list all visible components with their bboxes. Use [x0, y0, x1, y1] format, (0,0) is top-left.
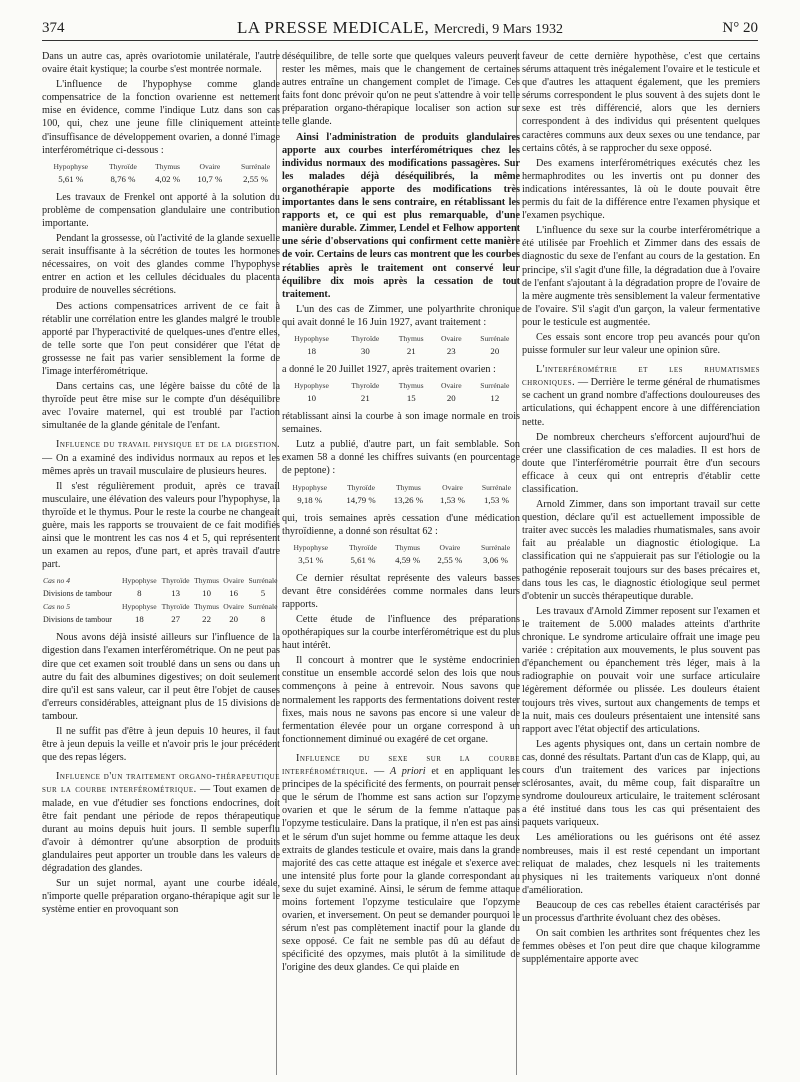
table-header: Ovaire	[223, 576, 244, 586]
table-cell: 8	[137, 588, 142, 599]
journal-title	[42, 18, 758, 38]
values-table	[282, 379, 520, 405]
table-header: Hypophyse	[53, 161, 89, 171]
values-table	[282, 481, 520, 507]
paragraph: De nombreux chercheurs s'efforcent aujourd'hui de créer une classification de ces maladies. Il est hors de doute que l'interférométrie pourrait être d'un secours efficace à ceux qui ont entrepris d'établir cette classification.	[522, 431, 760, 495]
table-cell: 4,02 %	[155, 173, 181, 184]
row-label: Divisions de tambour	[43, 615, 112, 625]
table-header: Ovaire	[199, 161, 221, 171]
table-cell: 30	[360, 345, 370, 356]
section-heading: Influence du travail physique et de la digestion.	[56, 439, 280, 451]
paragraph: Beaucoup de ces cas rebelles étaient caractérisés par un processus d'arthrite évoluant chez des obèses.	[522, 899, 760, 924]
table-header: Surrénale	[480, 333, 510, 343]
issue-number: N° 20	[722, 20, 758, 36]
table-header: Thymus	[395, 542, 421, 552]
column-2	[282, 50, 520, 1080]
table-header: Thymus	[398, 333, 424, 343]
tambour-table	[42, 574, 280, 626]
table-cell: 3,06 %	[483, 554, 508, 565]
section-heading: Influence d'un traitement organo-thérapeutique sur la courbe interférométrique.	[42, 771, 280, 796]
table-cell: 1,53 %	[440, 494, 465, 505]
row-label: Divisions de tambour	[43, 589, 112, 599]
paragraph: L'influence de l'hypophyse comme glande compensatrice de la fonction ovarienne est nettement mise en évidence, comme l'indique Lutz dans son cas 100, qui, chez une jeune fille cliniquement atteinte d'insuffisance de développement ovarien, a donné l'image interférométrique ci-dessous :	[42, 79, 280, 156]
paragraph: Ainsi l'administration de produits glandulaires apporte aux courbes interférométriques chez les individus normaux des modifications passagères. Sur les malades déjà déséquilibrés, la même organothérapie apporte des modifications très importantes dans le sens contraire, en rétablissant les rapports et, ce qui est plus remarquable, d'une manière durable. Zimmer, Lendel et Felhow apportent une série d'observations qui confirment cette manière de voir. Certains de leurs cas montrent que les courbes rétablies après le traitement ont conservé leur équilibre dix mois après la cessation de tout traitement.	[282, 131, 520, 300]
paragraph: Il concourt à montrer que le système endocrinien constitue un ensemble accordé selon des lois que nous commençons à peine à entrevoir. Nous savons que normalement les rapports des fermentations doivent rester fixes, mais nous ne savons pas encore si une valeur de fermentation élevée pour un organe correspond à un fonctionnement diminué ou exagéré de cet organe.	[282, 655, 520, 745]
table-cell: 16	[229, 588, 239, 599]
case-label: Cas no 4	[43, 576, 71, 586]
table-header: Thymus	[194, 602, 220, 612]
paragraph: Il ne suffit pas d'être à jeun depuis 10 heures, il faut être à jeun depuis la veille et n'avoir pris le jour précédent que des repas légers.	[42, 726, 280, 764]
paragraph: L'un des cas de Zimmer, une polyarthrite chronique qui avait donné le 16 Juin 1927, avant traitement :	[282, 303, 520, 328]
table-cell: 13	[171, 588, 180, 599]
paragraph: Dans certains cas, une légère baisse du côté de la thyroïde peut être mise sur le compte d'un déséquilibre avec l'ovaire maternel, qui est troublé par l'action simultanée de la glande génitale de l'enfant.	[42, 381, 280, 432]
column-3	[522, 50, 760, 1080]
table-header: Surrénale	[240, 161, 271, 171]
table-cell: 10	[202, 588, 211, 599]
table-cell: 20	[229, 614, 239, 625]
table-header: Ovaire	[440, 333, 462, 343]
table-cell: 21	[406, 345, 416, 356]
paragraph: Les travaux d'Arnold Zimmer reposent sur l'examen et le traitement de 5.000 malades atteints d'arthrite chronique. Le syndrome articulaire offrait une image peu variée : crépitation aux mouvements, le plus souvent pas d'épanchement ou épanchement très léger, mais à la radiographie on pouvait voir une surface articulaire légèrement déformée ou plissée. Les douleurs étaient toujours très vives, surtout aux changements de temps et la nuit, mais ces douleurs présentaient une intensité sans rapport avec l'état objectif des articulations.	[522, 605, 760, 735]
table-cell: 18	[134, 614, 144, 625]
paragraph: Sur un sujet normal, ayant une courbe idéale, n'importe quelle préparation organo-thérapique agit sur le système entier en provoquant son	[42, 878, 280, 916]
page-header	[42, 18, 758, 41]
table-cell: 10,7 %	[197, 173, 223, 184]
paragraph: Dans un autre cas, après ovariotomie unilatérale, l'autre ovaire était kystique; la courbe s'est montrée normale.	[42, 51, 280, 76]
table-header: Hypophyse	[294, 333, 329, 343]
percentage-table	[42, 160, 280, 186]
table-header: Surrénale	[248, 602, 278, 612]
table-cell: 2,55 %	[437, 554, 463, 565]
column-1	[42, 50, 280, 1080]
paragraph: déséquilibre, de telle sorte que quelques valeurs peuvent rester les mêmes, mais que le changement de certaines autres entraîne un changement complet de l'image. Ces faits font donc prévoir qu'on ne peut s'attendre à voir telle préparation organo-thérapique localiser son action sur telle glande.	[282, 51, 520, 128]
table-cell: 2,55 %	[243, 173, 268, 184]
page-number: 374	[42, 20, 65, 36]
table-header: Surrénale	[480, 542, 511, 552]
section-paragraph	[42, 770, 280, 875]
paragraph: rétablissant ainsi la courbe à son image normale en trois semaines.	[282, 411, 520, 436]
table-cell: 20	[446, 393, 456, 404]
table-cell: 15	[406, 393, 416, 404]
table-cell: 9,18 %	[297, 494, 323, 505]
table-cell: 8,76 %	[110, 173, 136, 184]
table-header: Hypophyse	[122, 576, 157, 586]
section-heading: Influence du sexe sur la courbe interférométrique.	[282, 752, 520, 778]
paragraph: Ces essais sont encore trop peu avancés pour qu'on puisse formuler sur leur valeur une opinion sûre.	[522, 331, 760, 357]
table-header: Thyroïde	[347, 482, 375, 492]
case-label: Cas no 5	[43, 602, 71, 612]
journal-name: LA PRESSE MEDICALE,	[236, 18, 430, 37]
table-header: Thymus	[155, 161, 181, 171]
table-cell: 22	[202, 614, 211, 625]
table-header: Ovaire	[440, 381, 462, 391]
italic-text: A priori	[389, 766, 426, 778]
table-cell: 23	[446, 345, 456, 356]
table-header: Hypophyse	[122, 602, 157, 612]
section-heading: L'interférométrie et les rhumatismes chroniques.	[522, 364, 760, 389]
table-header: Thyroïde	[161, 576, 190, 586]
section-paragraph	[522, 363, 760, 428]
table-header: Thymus	[398, 381, 424, 391]
table-header: Surrénale	[480, 381, 510, 391]
table-cell: 8	[260, 614, 266, 625]
section-text: — On a examiné des individus normaux au repos et les mêmes après un travail musculaire de plusieurs heures.	[42, 452, 280, 477]
table-header: Hypophyse	[292, 482, 327, 492]
table-cell: 21	[360, 393, 370, 404]
table-cell: 18	[307, 345, 316, 356]
paragraph: Pendant la grossesse, où l'activité de la glande sexuelle serait insuffisante à la sécrétion de toutes les hormones nécessaires, on voit des glandes comme l'hypophyse entrer en action et les cellules déciduales du placenta produire de nouvelles sécrétions.	[42, 233, 280, 297]
table-header: Thyroïde	[351, 381, 380, 391]
values-table	[282, 332, 520, 358]
table-header: Thyroïde	[109, 161, 137, 171]
paragraph: Ce dernier résultat représente des valeurs basses devant être considérées comme normales dans leurs rapports.	[282, 572, 520, 610]
table-cell: 1,53 %	[483, 494, 509, 505]
paragraph: Il s'est régulièrement produit, après ce travail musculaire, une élévation des valeurs pour l'hypophyse, la thyroïde et le thymus. Pour le reste la courbe ne changeait guère, mais les rapports se trouvaient de ce fait modifiés ainsi que le montrent les cas nos 4 et 5, qui représentent un examen au repos, d'une part, et après travail d'autre part.	[42, 480, 280, 571]
paragraph: Les améliorations ou les guérisons ont été assez nombreuses, mais il est resté cependant un important reliquat de malades, chez lesquels ni les traitements physiques ni les traitements variqueux n'ont donné d'amélioration.	[522, 832, 760, 896]
values-table	[282, 541, 520, 567]
table-cell: 4,59 %	[395, 554, 421, 565]
table-header: Ovaire	[223, 602, 244, 612]
paragraph: Lutz a publié, d'autre part, un fait semblable. Son examen 58 a donné les chiffres suivants (en pourcentage de peptone) :	[282, 439, 520, 477]
table-header: Thyroïde	[161, 602, 190, 612]
table-cell: 13,26 %	[393, 494, 424, 505]
paragraph: Arnold Zimmer, dans son important travail sur cette question, déclare qu'il est actuellement impossible de traiter avec succès les maladies rhumatismales, sans avoir fait au préalable un diagnostic étiologique. La classification qui ne s'appuierait pas sur l'étiologie ou la pathogénie reposerait toujours sur des bases précaires et, dans tous les cas, le diagnostic étiologique seul permet d'obtenir un succès thérapeutique durable.	[522, 499, 760, 602]
paragraph: On sait combien les arthrites sont fréquentes chez les femmes obèses et l'on peut dire que chaque kilogramme supplémentaire apporte avec	[522, 928, 760, 966]
paragraph: Les agents physiques ont, dans un certain nombre de cas, donné des résultats. Partant d'un cas de Klapp, qui, au cours d'un traitement des varices par injections sclérosantes, avait, du même coup, fait disparaître un syndrome douloureux articulaire, le traitement sclérosant a été institué dans tous les cas qui présentaient des paquets variqueux.	[522, 738, 760, 829]
paragraph: Les travaux de Frenkel ont apporté à la solution du problème de compensation glandulaire une contribution importante.	[42, 191, 280, 229]
paragraph: Cette étude de l'influence des préparations opothérapiques sur la courbe interférométrique est du plus haut intérêt.	[282, 614, 520, 652]
table-header: Ovaire	[442, 482, 463, 492]
table-cell: 10	[307, 393, 316, 404]
table-cell: 14,79 %	[346, 494, 376, 505]
table-cell: 27	[171, 614, 180, 625]
section-text: — Tout examen de malade, en vue d'étudier ses fonctions endocrines, doit être fait pendant une période de repos thérapeutique durant au moins depuis huit jours. Il semble superflu d'avoir à démontrer qu'une absorption de produits glandulaires peut apporter un trouble dans les valeurs de dégradation des glandes.	[42, 784, 280, 874]
section-text: — Derrière le terme général de rhumatismes se cachent un grand nombre d'affections douloureuses des articulations, qui échappent encore à une différenciation nette.	[522, 377, 760, 428]
section-text: —	[368, 766, 390, 778]
paragraph: faveur de cette dernière hypothèse, c'est que certains sérums attaquent très inégalement l'ovaire et le testicule et que d'autres les attaquent également, que les premiers sérums correspondent le plus souvent à des sujets dont le sexe est très différencié, alors que les derniers correspondent à des individus qui présentent quelques caractères communs aux deux sexes ou une tendance, par certains côtés, à se rapprocher du sexe opposé.	[522, 51, 760, 154]
paragraph: a donné le 20 Juillet 1927, après traitement ovarien :	[282, 363, 496, 375]
paragraph: qui, trois semaines après cessation d'une médication thyroïdienne, a donné son résultat 62 :	[282, 512, 520, 537]
table-header: Hypophyse	[293, 542, 329, 552]
paragraph: Des actions compensatrices arrivent de ce fait à rétablir une corrélation entre les glandes malgré le trouble apporté par l'hyperactivité de quelques-unes d'entre elles, de telle sorte que l'on peut considérer que l'état de grossesse ne fait pas varier sensiblement la forme de l'image interférométrique.	[42, 300, 280, 377]
table-header: Surrénale	[481, 482, 511, 492]
table-header: Thyroïde	[351, 333, 380, 343]
table-cell: 5,61 %	[350, 554, 376, 565]
table-cell: 12	[490, 393, 500, 404]
table-cell: 20	[490, 345, 500, 356]
section-paragraph	[282, 752, 520, 975]
table-cell: 5,61 %	[58, 173, 84, 184]
table-header: Thymus	[194, 576, 220, 586]
table-cell: 5	[260, 588, 266, 599]
table-header: Surrénale	[248, 576, 278, 586]
paragraph: L'influence du sexe sur la courbe interférométrique a été utilisée par Froehlich et Zimmer dans des essais de diagnostic du sexe de l'enfant au cours de la gestation. En principe, s'il s'agit d'une fille, la dégradation due à l'ovaire de l'enfant s'ajoutant à la dégradation propre de l'ovaire de la mère augmente très sensiblement la valeur fermentative de l'ovaire. S'il s'agit d'un garçon, la valeur fermentative pour le testicule est augmentée.	[522, 225, 760, 328]
section-paragraph	[42, 438, 280, 477]
table-header: Hypophyse	[294, 381, 329, 391]
table-header: Ovaire	[439, 542, 461, 552]
paragraph: Des examens interférométriques exécutés chez les hermaphrodites ou les invertis ont pu donner des indications intéressantes, là où le doute pouvait être permis du fait de la différence entre l'examen physique et l'examen psychique.	[522, 157, 760, 222]
section-text: et en appliquant les principes de la spécificité des ferments, on pourrait penser que le sérum de l'homme est sans action sur l'opzyme ovarien et que le sérum de la femme n'attaque pas l'opzyme testiculaire. Dans la pratique, il n'en est pas ainsi et le sérum d'un sujet homme ou femme attaque les deux extraits de glandes testicule et ovaire, mais dans la grande majorité des cas cette attaque est inégale et s'exerce avec une intensité plus forte pour la glande correspondant au sexe du sujet examiné. Ainsi, le sérum de femme attaque moins fortement l'opzyme testiculaire que l'opzyme ovarien, et inversement. On peut se demander pourquoi le sérum n'est pas complètement inactif pour la glande du sexe opposé. Ce fait ne semble pas dû au défaut de spécificité des opzymes, mais plutôt à la similitude de l'origine des deux glandes. Ce qui plaide en	[282, 766, 520, 974]
table-cell: 3,51 %	[298, 554, 324, 565]
paragraph: Nous avons déjà insisté ailleurs sur l'influence de la digestion dans l'examen interférométrique. On ne peut pas dire que cet examen soit troublé dans un sens ou dans un autre du fait des albumines digestives; on doit seulement dire qu'il est sans valeur, car il peut être l'objet de causes d'erreurs considérables, atteignant plus de 15 divisions de tambour.	[42, 632, 280, 722]
issue-date: Mercredi, 9 Mars 1932	[433, 22, 564, 37]
table-header: Thyroïde	[349, 542, 377, 552]
table-header: Thymus	[395, 482, 421, 492]
